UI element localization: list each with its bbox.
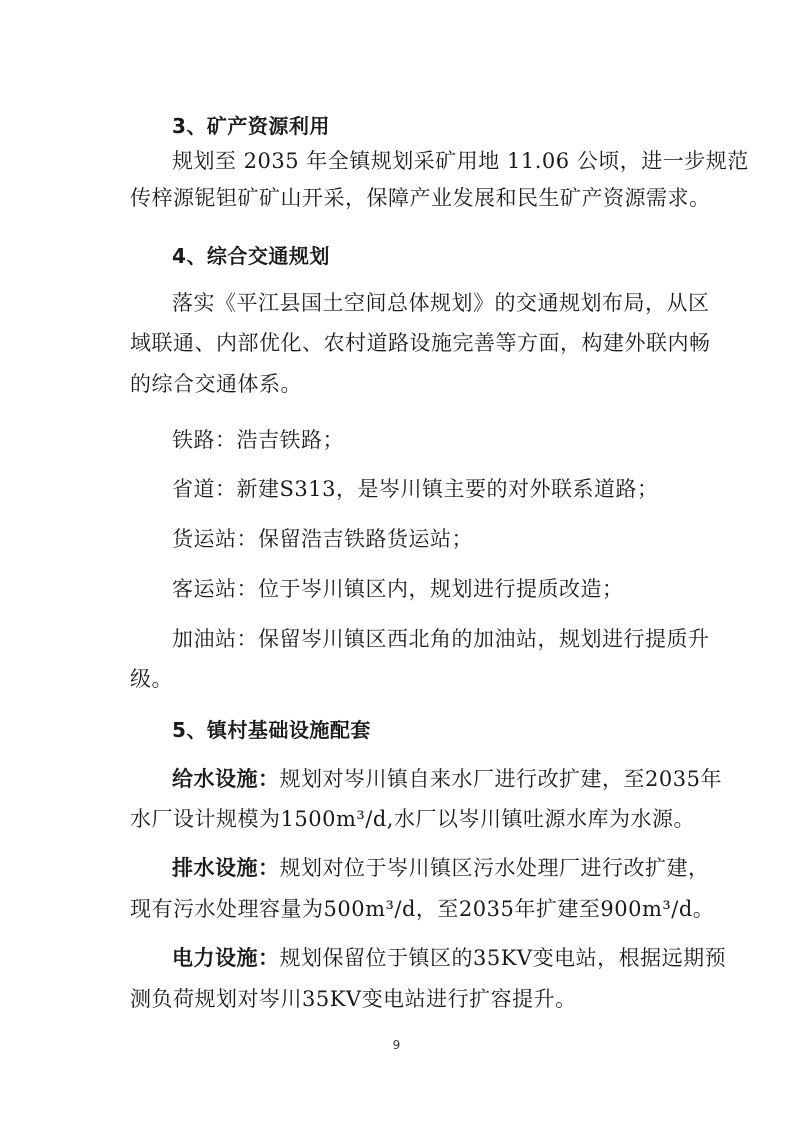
passenger-station-item: 客运站：位于岑川镇区内，规划进行提质改造； xyxy=(172,577,624,601)
paragraph-line: 域联通、内部优化、农村道路设施完善等方面，构建外联内畅 xyxy=(130,331,711,355)
power-label: 电力设施： xyxy=(172,946,280,970)
section-heading-transport: 4、综合交通规划 xyxy=(172,244,330,268)
paragraph-line: 传梓源铌钽矿矿山开采，保障产业发展和民生矿产资源需求。 xyxy=(130,186,711,210)
freight-station-item: 货运站：保留浩吉铁路货运站； xyxy=(172,527,473,551)
page-number: 9 xyxy=(392,1038,401,1052)
section-heading-mineral: 3、矿产资源利用 xyxy=(172,114,330,138)
drainage-text-continued: 现有污水处理容量为500m³/d，至2035年扩建至900m³/d。 xyxy=(130,897,715,921)
drainage-paragraph xyxy=(172,855,710,881)
water-supply-label: 给水设施： xyxy=(172,767,280,791)
water-supply-text-continued: 水厂设计规模为1500m³/d,水厂以岑川镇吐源水库为水源。 xyxy=(130,807,695,831)
paragraph-line: 规划至 2035 年全镇规划采矿用地 11.06 公顷，进一步规范 xyxy=(172,149,749,173)
paragraph-line: 的综合交通体系。 xyxy=(130,372,302,396)
railway-item: 铁路：浩吉铁路； xyxy=(172,428,344,452)
section-heading-infrastructure: 5、镇村基础设施配套 xyxy=(172,718,371,742)
water-supply-text: 规划对岑川镇自来水厂进行改扩建，至2035年 xyxy=(279,767,722,791)
power-text: 规划保留位于镇区的35KV变电站，根据远期预 xyxy=(279,946,727,970)
gas-station-item-continued: 级。 xyxy=(130,667,173,691)
power-paragraph xyxy=(172,945,726,971)
power-text-continued: 测负荷规划对岑川35KV变电站进行扩容提升。 xyxy=(130,987,577,1011)
drainage-text: 规划对位于岑川镇区污水处理厂进行改扩建， xyxy=(279,856,710,880)
provincial-road-item: 省道：新建S313，是岑川镇主要的对外联系道路； xyxy=(172,477,659,501)
paragraph-line: 落实《平江县国土空间总体规划》的交通规划布局，从区 xyxy=(172,291,710,315)
gas-station-item: 加油站：保留岑川镇区西北角的加油站，规划进行提质升 xyxy=(172,627,710,651)
water-supply-paragraph xyxy=(172,766,722,792)
drainage-label: 排水设施： xyxy=(172,856,280,880)
